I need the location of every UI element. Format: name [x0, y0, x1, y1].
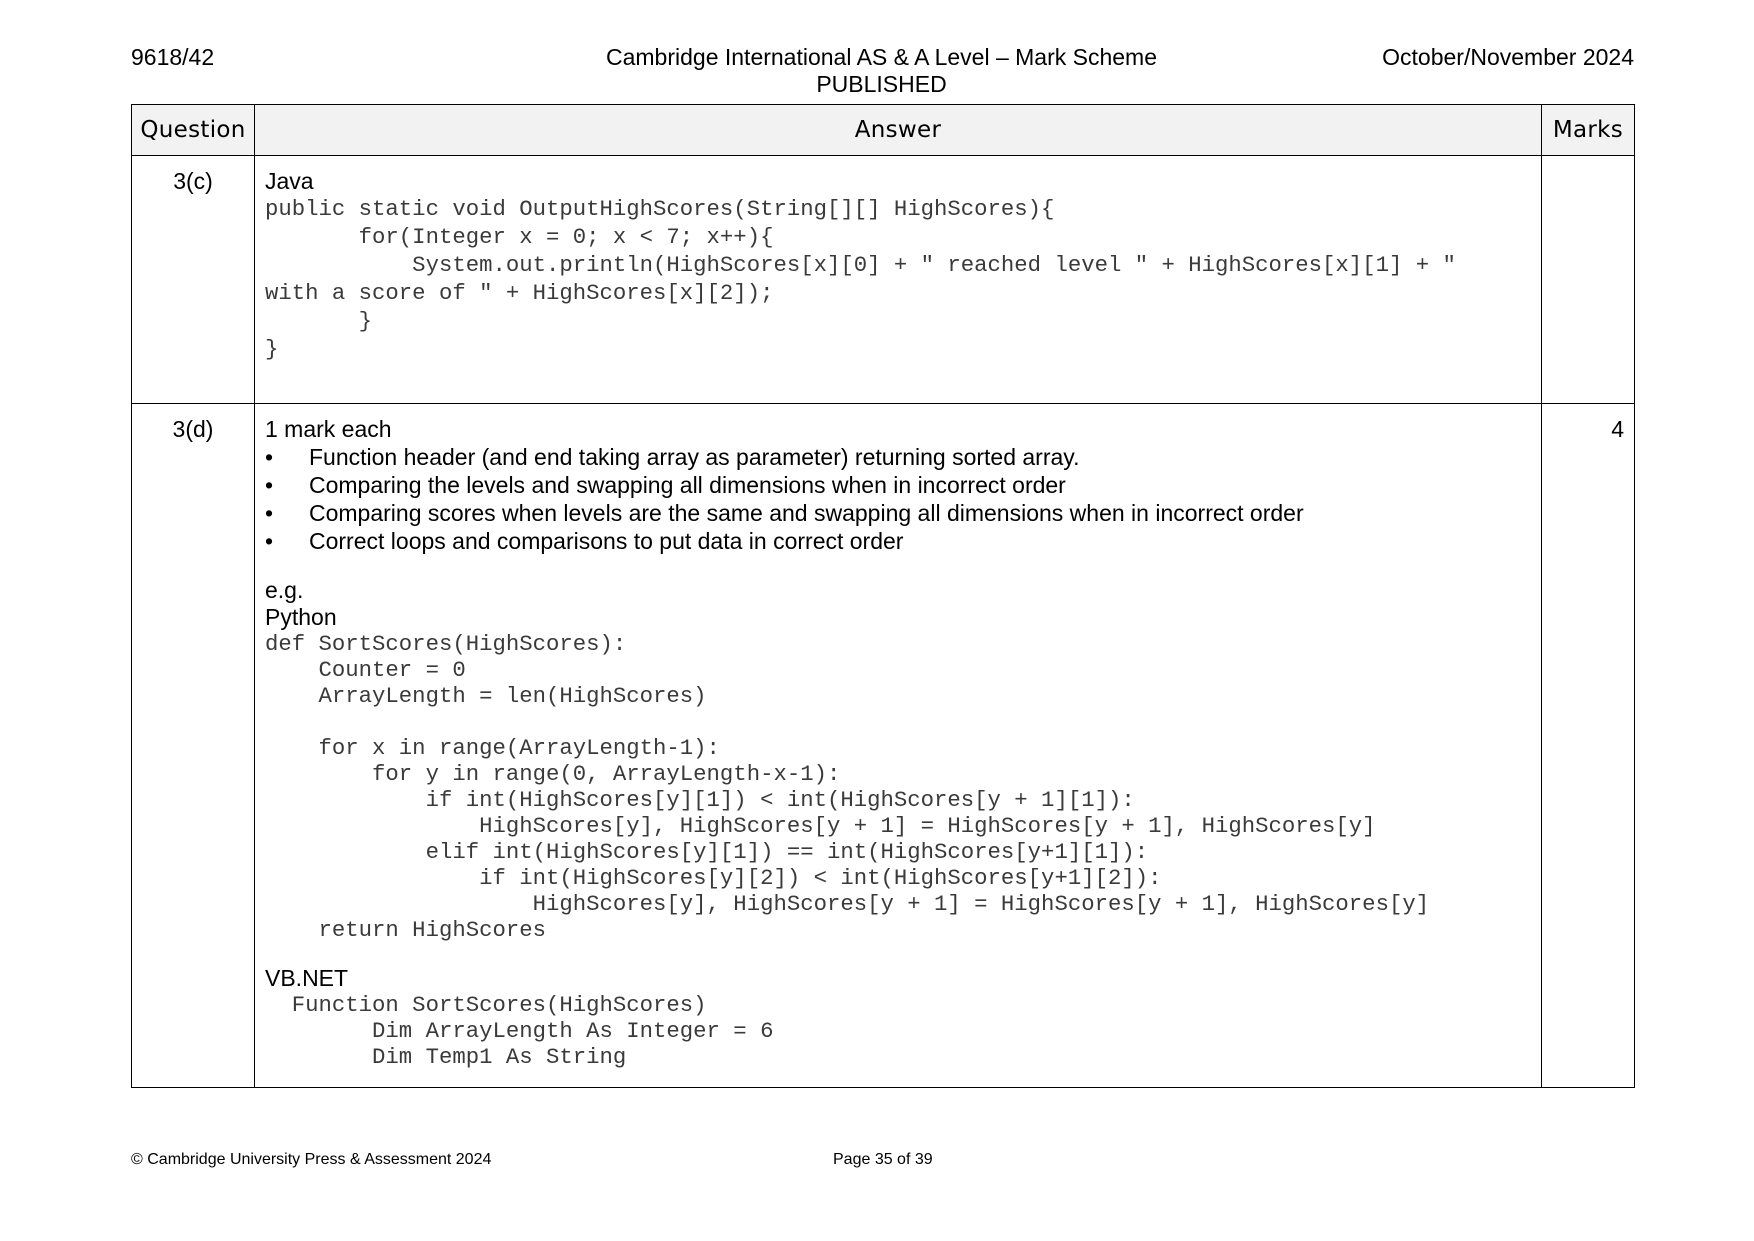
marking-points: [265, 443, 1531, 555]
exam-session: October/November 2024: [1382, 44, 1634, 70]
column-header-answer: Answer: [255, 105, 1542, 156]
mark-intro: 1 mark each: [265, 416, 392, 442]
document-title-text: Cambridge International AS & A Level – Mark Scheme: [605, 44, 1158, 70]
copyright-notice: © Cambridge University Press & Assessment 2024: [131, 1151, 492, 1168]
list-item: • Comparing the levels and swapping all dimensions when in incorrect order: [265, 471, 1531, 499]
published-label: PUBLISHED: [816, 71, 947, 97]
marks-value: [1542, 156, 1635, 404]
question-number: 3(d): [132, 404, 255, 1088]
table-row: [132, 404, 1635, 1088]
code-block-vbnet: Function SortScores(HighScores) Dim ArrayLength As Integer = 6 Dim Temp1 As String: [291, 992, 774, 1070]
language-label: Python: [265, 604, 337, 630]
language-label: Java: [265, 168, 314, 194]
answer-cell: [255, 404, 1542, 1088]
list-item: • Comparing scores when levels are the same and swapping all dimensions when in incorrect order: [265, 499, 1531, 527]
language-label: VB.NET: [265, 965, 349, 991]
paper-code: 9618/42: [131, 44, 215, 70]
table-header-row: [132, 105, 1635, 156]
list-item: • Correct loops and comparisons to put data in correct order: [265, 527, 1531, 555]
marks-value: 4: [1542, 404, 1635, 1088]
answer-cell: [255, 156, 1542, 404]
code-block-python: def SortScores(HighScores): Counter = 0 ArrayLength = len(HighScores) for x in range(ArrayLength-1): for y in range(0, ArrayLength-x-1): if int(HighScores[y][1]) < int(HighScores[y + 1][1]): HighScores[y], HighScores[y + 1] = HighScores[y + 1], HighScores[y] elif int(HighScores[y][1]) == int(HighScores[y+1][1]): if int(HighScores[y][2]) < int(HighScores[y+1][2]): HighScores[y], HighScores[y + 1] = HighScores[y + 1], HighScores[y] return HighScores: [265, 631, 1430, 943]
list-item: • Function header (and end taking array as parameter) returning sorted array.: [265, 443, 1531, 471]
spacer: [265, 943, 1531, 965]
code-block-java: public static void OutputHighScores(String[][] HighScores){ for(Integer x = 0; x < 7; x++){ System.out.println(HighScores[x][0] + " reached level " + HighScores[x][1] + " with a score of " + HighScores[x][2]); } }: [265, 196, 1456, 362]
mark-scheme-table: [131, 104, 1635, 1088]
question-number: 3(c): [132, 156, 255, 404]
column-header-question: Question: [132, 105, 255, 156]
page-number: Page 35 of 39: [833, 1151, 933, 1168]
column-header-marks: Marks: [1542, 105, 1635, 156]
example-label: e.g.: [265, 577, 304, 603]
spacer: [265, 555, 1531, 577]
table-row: [132, 156, 1635, 404]
